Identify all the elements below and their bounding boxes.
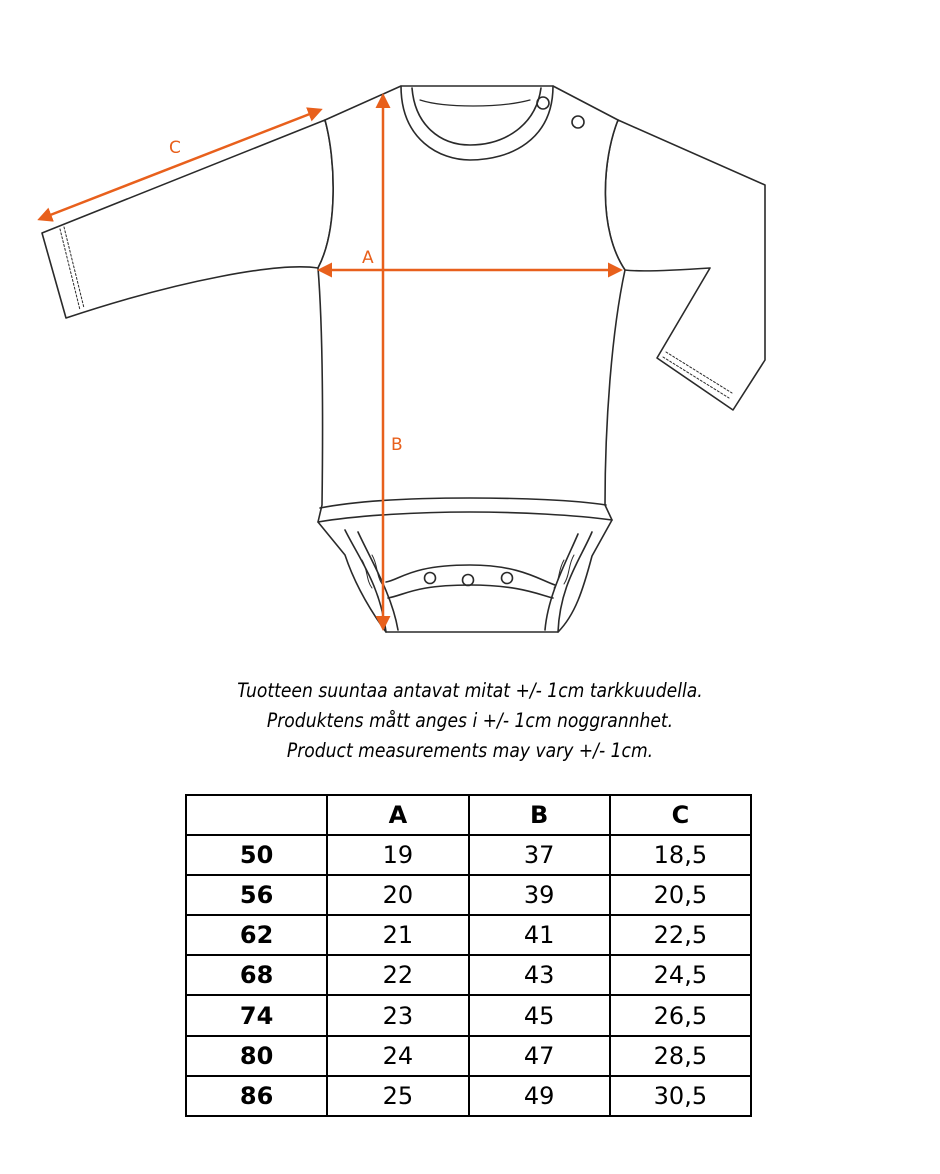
table-row: [186, 1076, 751, 1116]
header-b: B: [469, 795, 610, 835]
size-cell: 62: [186, 915, 327, 955]
c-cell: 28,5: [610, 1036, 751, 1076]
b-cell: 47: [469, 1036, 610, 1076]
size-cell: 86: [186, 1076, 327, 1116]
c-cell: 30,5: [610, 1076, 751, 1116]
table-row: [186, 1036, 751, 1076]
note-line-english: Product measurements may vary +/- 1cm.: [286, 739, 654, 762]
size-cell: 56: [186, 875, 327, 915]
a-cell: 22: [327, 955, 468, 995]
b-cell: 49: [469, 1076, 610, 1116]
dimension-a-label: A: [362, 248, 374, 268]
b-cell: 41: [469, 915, 610, 955]
b-cell: 37: [469, 835, 610, 875]
header-a: A: [327, 795, 468, 835]
c-cell: 22,5: [610, 915, 751, 955]
size-cell: 68: [186, 955, 327, 995]
size-cell: 50: [186, 835, 327, 875]
c-cell: 26,5: [610, 995, 751, 1035]
c-cell: 20,5: [610, 875, 751, 915]
size-cell: 74: [186, 995, 327, 1035]
dimension-b-label: B: [391, 435, 403, 455]
header-c: C: [610, 795, 751, 835]
table-row: [186, 955, 751, 995]
size-table: [185, 794, 752, 1117]
a-cell: 20: [327, 875, 468, 915]
a-cell: 21: [327, 915, 468, 955]
table-row: [186, 835, 751, 875]
a-cell: 23: [327, 995, 468, 1035]
a-cell: 25: [327, 1076, 468, 1116]
a-cell: 19: [327, 835, 468, 875]
table-header-row: [186, 795, 751, 835]
header-size: [186, 795, 327, 835]
measurement-note: [56, 676, 883, 766]
b-cell: 45: [469, 995, 610, 1035]
a-cell: 24: [327, 1036, 468, 1076]
note-line-finnish: Tuotteen suuntaa antavat mitat +/- 1cm tarkkuudella.: [237, 679, 703, 702]
size-cell: 80: [186, 1036, 327, 1076]
dimension-c-label: C: [169, 138, 181, 158]
table-row: [186, 915, 751, 955]
c-cell: 24,5: [610, 955, 751, 995]
table-row: [186, 875, 751, 915]
b-cell: 39: [469, 875, 610, 915]
b-cell: 43: [469, 955, 610, 995]
table-row: [186, 995, 751, 1035]
bodysuit-outline: [42, 86, 765, 632]
c-cell: 18,5: [610, 835, 751, 875]
note-line-swedish: Produktens mått anges i +/- 1cm noggrannhet.: [266, 709, 674, 732]
